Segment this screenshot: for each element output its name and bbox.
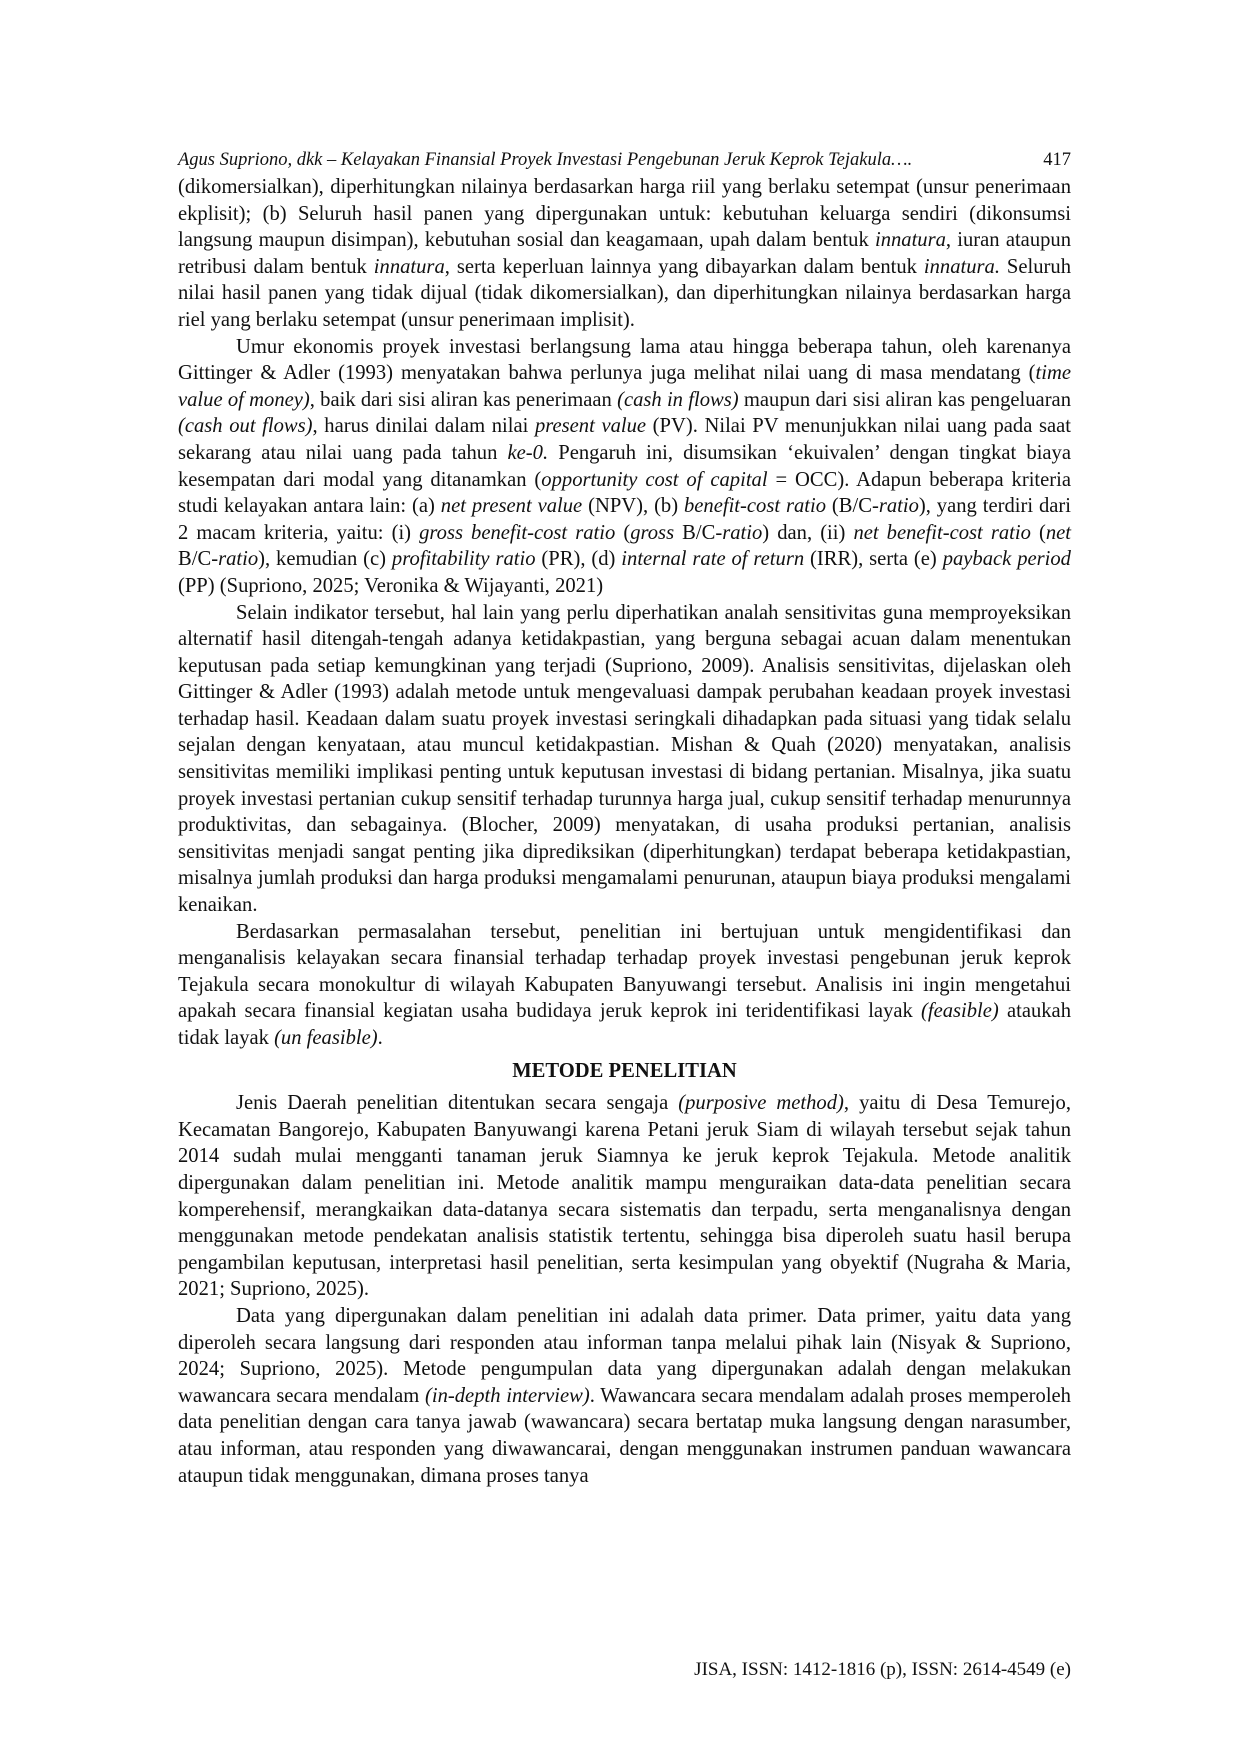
text-run: ) dan, (ii) <box>762 521 854 544</box>
text-run: Pengaruh ini, disumsikan ‘ekuivalen’ dengan tingkat biaya kesempatan dari modal yang ditanamkan ( <box>178 441 1071 491</box>
italic-term: innatura <box>874 229 946 252</box>
text-run: (B/C- <box>826 495 879 518</box>
italic-term: net present value <box>440 495 583 518</box>
page-number: 417 <box>1043 150 1071 170</box>
text-run: (dikomersialkan), diperhitungkan nilainya berdasarkan harga riil yang berlaku setempat (unsur penerimaan ekplisit); (b) Seluruh hasil panen yang dipergunakan untuk: kebutuhan keluarga sendiri (dikonsumsi langsung maupun disimpan), kebutuhan sosial dan keagamaan, upah dalam bentuk <box>178 176 1071 252</box>
italic-term: innatura. <box>923 255 1000 278</box>
paragraph-objective <box>178 919 1071 1052</box>
text-run: Seluruh nilai hasil panen yang tidak dijual (tidak dikomersialkan), dan diperhitungkan nilainya berdasarkan harga riel yang berlaku setempat (unsur penerimaan implisit). <box>178 255 1071 331</box>
italic-term: ke-0. <box>507 441 549 464</box>
italic-term: (cash out flows) <box>178 415 313 438</box>
paragraph-sensitivity: Selain indikator tersebut, hal lain yang perlu diperhatikan analah sensitivitas guna memproyeksikan alternatif hasil ditengah-tengah adanya ketidakpastian, yang berguna sebagai acuan dalam menentukan keputusan pada setiap kemungkinan yang terjadi (Supriono, 2009). Analisis sensitivitas, dijelaskan oleh Gittinger & Adler (1993) adalah metode untuk mengevaluasi dampak perubahan keadaan proyek investasi terhadap hasil. Keadaan dalam suatu proyek investasi seringkali dihadapkan pada situasi yang tidak selalu sejalan dengan kenyataan, atau muncul ketidakpastian. Mishan & Quah (2020) menyatakan, analisis sensitivitas memiliki implikasi penting untuk keputusan investasi di bidang pertanian. Misalnya, jika suatu proyek investasi pertanian cukup sensitif terhadap turunnya harga jual, cukup sensitif terhadap menurunnya produktivitas, dan sebagainya. (Blocher, 2009) menyatakan, di usaha produksi pertanian, analisis sensitivitas menjadi sangat penting jika diprediksikan (diperhitungkan) terdapat beberapa ketidakpastian, misalnya jumlah produksi dan harga produksi mengamalami penurunan, ataupun biaya produksi mengalami kenaikan. <box>178 601 1071 917</box>
text-run: (PP) (Supriono, 2025; Veronika & Wijayanti, 2021) <box>178 574 604 597</box>
text-run: (PR), (d) <box>535 548 622 571</box>
text-run: , yaitu di Desa Temurejo, Kecamatan Bangorejo, Kabupaten Banyuwangi karena Petani jeruk Siam di wilayah tersebut sejak tahun 2014 sudah mulai mengganti tanaman jeruk Siamnya ke jeruk keprok Tejakula. Metode analitik dipergunakan dalam penelitian ini. Metode analitik mampu menguraikan data-data penelitian secara komperehensif, merangkaikan data-datanya secara sistematis dan terpadu, serta menganalisnya dengan menggunakan metode pendekatan analisis statistik tertentu, sehingga bisa diperoleh suatu hasil berupa pengambilan keputusan, interpretasi hasil penelitian, serta kesimpulan yang obyektif (Nugraha & Maria, 2021; Supriono, 2025). <box>178 1092 1071 1301</box>
italic-term: ratio <box>722 521 763 544</box>
italic-term: ratio <box>878 495 919 518</box>
text-run: ( <box>1030 521 1046 544</box>
italic-term: opportunity cost of capital <box>541 468 768 491</box>
italic-term: internal rate of return <box>621 548 805 571</box>
text-run: , harus dinilai dalam nilai <box>312 415 535 438</box>
italic-term: (feasible) <box>921 1000 999 1023</box>
text-run: ataukah tidak layak <box>178 1000 1071 1049</box>
italic-term: innatura <box>373 255 445 278</box>
text-run: (IRR), serta (e) <box>804 548 943 571</box>
italic-term: gross <box>630 521 675 544</box>
text-run: , baik dari sisi aliran kas penerimaan <box>309 388 618 411</box>
body-text <box>178 174 1071 1489</box>
paragraph-data-collection <box>178 1303 1071 1489</box>
text-run: , serta keperluan lainnya yang dibayarkan dalam bentuk <box>444 255 924 278</box>
italic-term: payback period <box>942 548 1071 571</box>
running-header <box>178 148 1071 172</box>
paragraph-continuation <box>178 174 1071 334</box>
text-run: Data yang dipergunakan dalam penelitian ini adalah data primer. Data primer, yaitu data yang diperoleh secara langsung dari responden atau informan tanpa melalui pihak lain (Nisyak & Supriono, 2024; Supriono, 2025). Metode pengumpulan data yang dipergunakan adalah dengan melakukan wawancara secara mendalam <box>178 1304 1071 1407</box>
text-run: B/C- <box>178 548 219 571</box>
italic-term: present value <box>534 415 647 438</box>
italic-term: net benefit-cost ratio <box>853 521 1031 544</box>
italic-term: benefit-cost ratio <box>683 495 827 518</box>
text-run: Berdasarkan permasalahan tersebut, penelitian ini bertujuan untuk mengidentifikasi dan menganalisis kelayakan secara finansial terhadap terhadap proyek investasi pengebunan jeruk keprok Tejakula secara monokultur di wilayah Kabupaten Banyuwangi tersebut. Analisis ini ingin mengetahui apakah secara finansial kegiatan usaha budidaya jeruk keprok ini teridentifikasi layak <box>178 920 1071 1023</box>
text-run: . Wawancara secara mendalam adalah proses memperoleh data penelitian dengan cara tanya jawab (wawancara) secara bertatap muka langsung dengan narasumber, atau informan, atau responden yang diwawancarai, dengan menggunakan instrumen panduan wawancara ataupun tidak menggunakan, dimana proses tanya <box>178 1384 1071 1487</box>
text-run: (NPV), (b) <box>582 495 684 518</box>
italic-term: gross benefit-cost ratio <box>419 521 616 544</box>
text-run: . <box>377 1027 383 1049</box>
text-run: Jenis Daerah penelitian ditentukan secara sengaja <box>236 1092 679 1115</box>
text-run: ( <box>615 521 631 544</box>
running-title: Agus Supriono, dkk – Kelayakan Finansial Proyek Investasi Pengebunan Jeruk Keprok Tejakula…. <box>178 150 913 170</box>
text-run: , iuran ataupun retribusi dalam bentuk <box>178 229 1072 278</box>
text-run: ), yang terdiri dari 2 macam kriteria, yaitu: (i) <box>178 495 1071 544</box>
text-run: Umur ekonomis proyek investasi berlangsung lama atau hingga beberapa tahun, oleh karenanya Gittinger & Adler (1993) menyatakan bahwa perlunya juga melihat nilai uang di masa mendatang ( <box>178 335 1071 385</box>
italic-term: time value of money) <box>178 362 1071 411</box>
text-run: maupun dari sisi aliran kas pengeluaran <box>738 388 1071 411</box>
italic-term: (cash in flows) <box>617 388 739 411</box>
italic-term: ratio <box>218 548 259 571</box>
italic-term: (purposive method) <box>678 1092 844 1115</box>
text-run: = OCC). Adapun beberapa kriteria studi kelayakan antara lain: (a) <box>178 468 1072 518</box>
italic-term: (un feasible) <box>274 1027 378 1049</box>
text-run: ), kemudian (c) <box>258 548 392 571</box>
italic-term: net <box>1045 521 1072 544</box>
text-run: (PV). Nilai PV menunjukkan nilai uang pada saat sekarang atau nilai uang pada tahun <box>178 415 1071 464</box>
italic-term: profitability ratio <box>391 548 536 571</box>
paragraph-time-value <box>178 334 1071 600</box>
journal-footer: JISA, ISSN: 1412-1816 (p), ISSN: 2614-4549 (e) <box>694 1659 1071 1680</box>
text-run: B/C- <box>674 521 723 544</box>
section-heading: METODE PENELITIAN <box>512 1059 737 1082</box>
paragraph-location <box>178 1090 1071 1303</box>
italic-term: (in-depth interview) <box>425 1384 590 1407</box>
